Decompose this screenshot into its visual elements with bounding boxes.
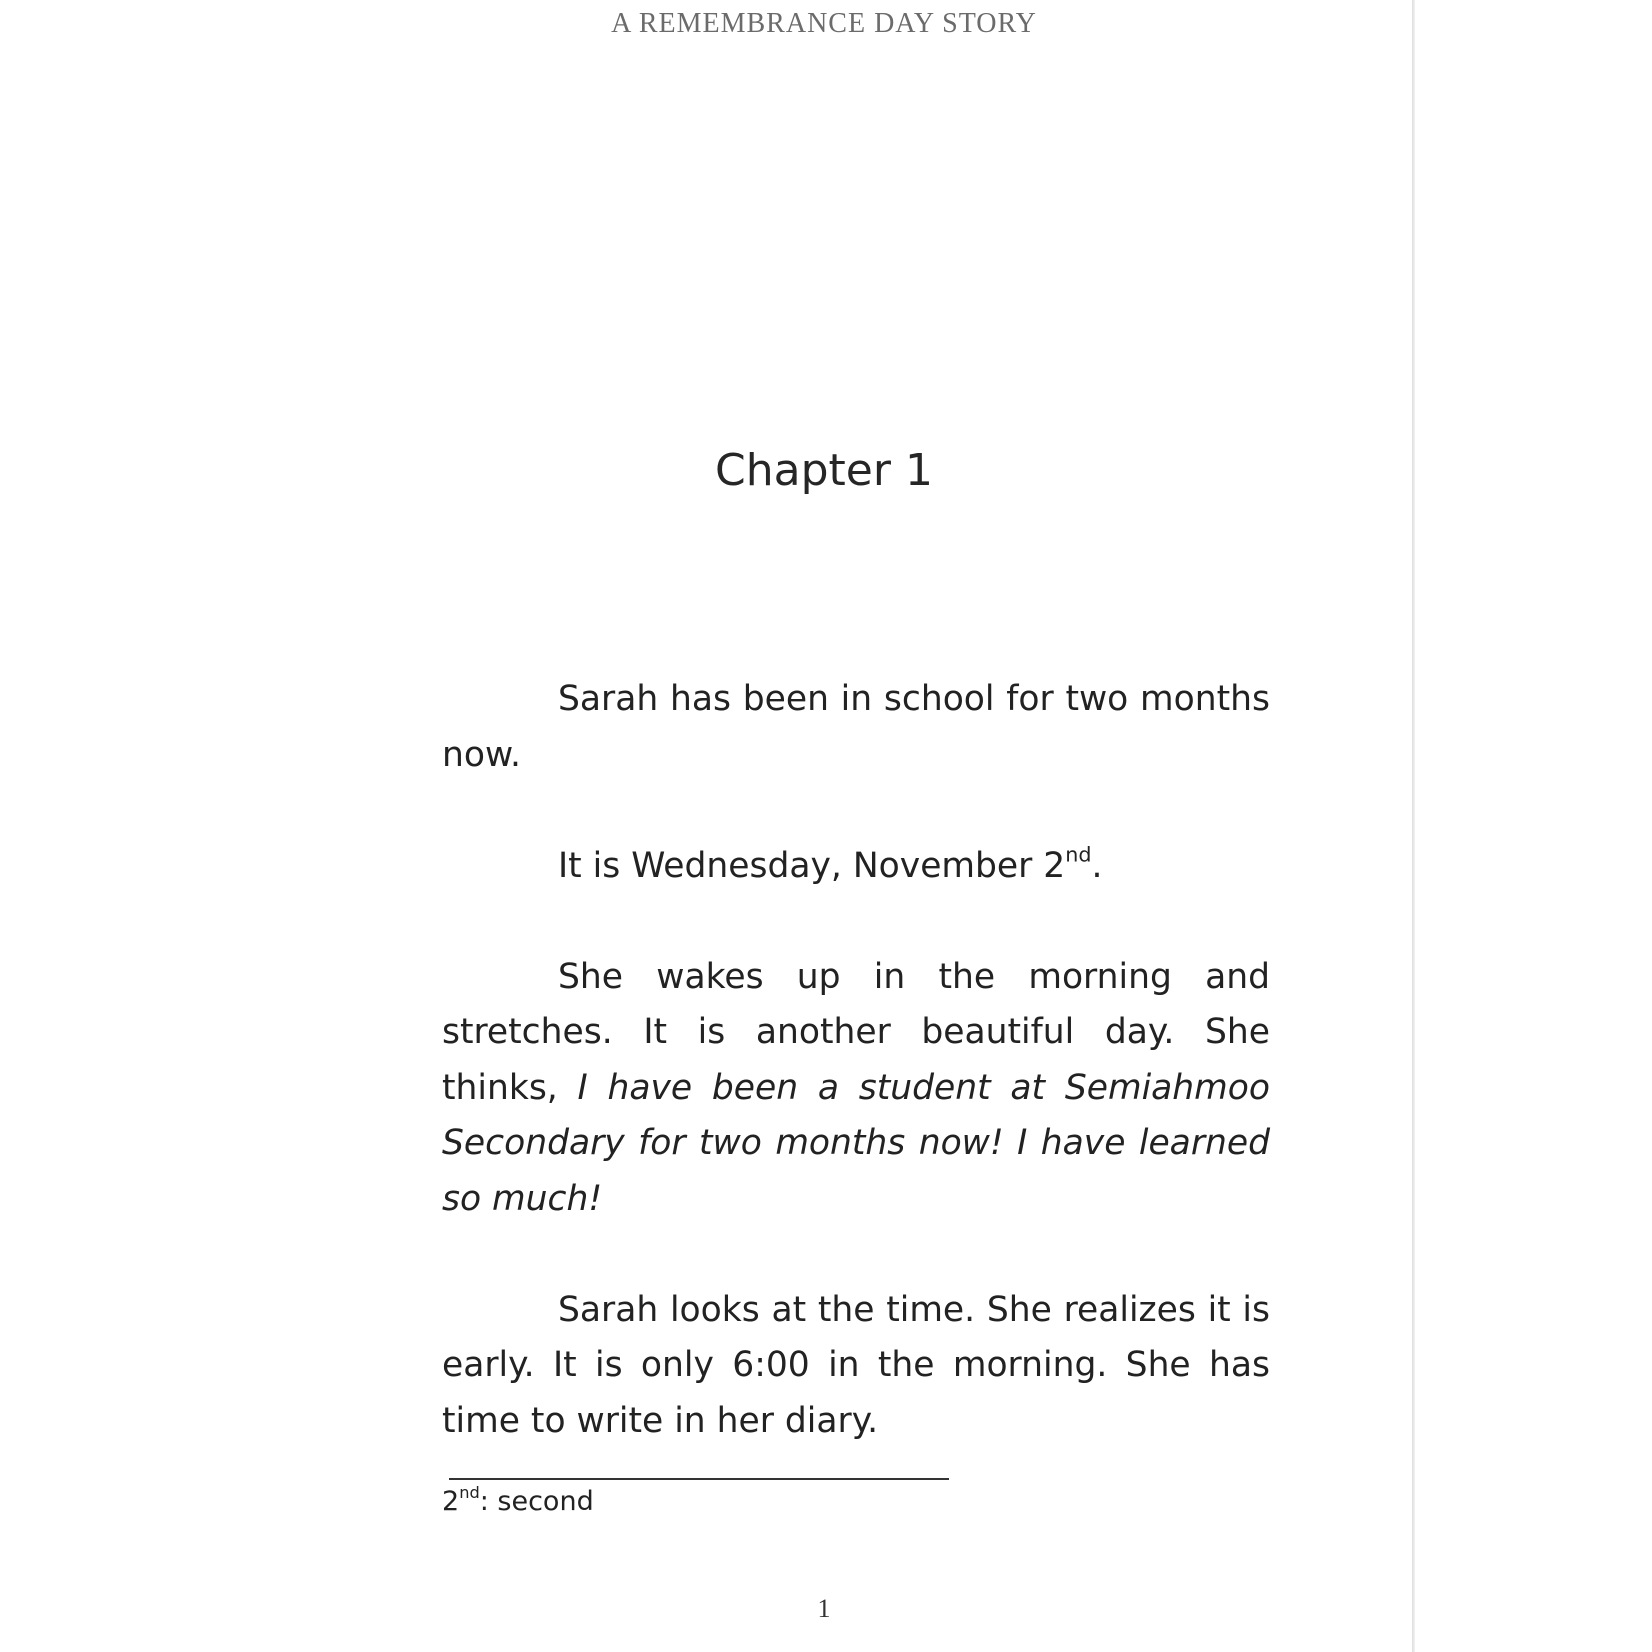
footnote: [442, 1482, 594, 1517]
paragraph-3: [442, 950, 1270, 1228]
book-page: [236, 0, 1412, 1652]
paragraph-3-text: She wakes up in the morning and stretches. It is another beautiful day. She thinks,: [442, 956, 1270, 1108]
paragraph-2-text: It is Wednesday, November 2: [558, 845, 1066, 886]
footnote-text: : second: [479, 1486, 594, 1517]
paragraph-4: Sarah looks at the time. She realizes it is early. It is only 6:00 in the morning. She has time to write in her diary.: [442, 1289, 1270, 1441]
footnote-base: 2: [442, 1486, 460, 1517]
paragraph-1: Sarah has been in school for two months now.: [442, 679, 1270, 775]
running-header: A REMEMBRANCE DAY STORY: [611, 8, 1037, 39]
body-text: [442, 672, 1270, 1449]
paragraph-2: [442, 839, 1270, 895]
footnote-divider: [449, 1478, 949, 1480]
page-number: 1: [817, 1594, 831, 1623]
ordinal-suffix: nd: [1065, 841, 1092, 866]
footnote-sup: nd: [459, 1482, 480, 1502]
paragraph-2-end: .: [1091, 845, 1103, 886]
chapter-title: Chapter 1: [715, 445, 933, 496]
paragraph-3-thought: I have been a student at Semiahmoo Secondary for two months now! I have learned so much!: [442, 1067, 1270, 1219]
page-edge: [1412, 0, 1415, 1652]
